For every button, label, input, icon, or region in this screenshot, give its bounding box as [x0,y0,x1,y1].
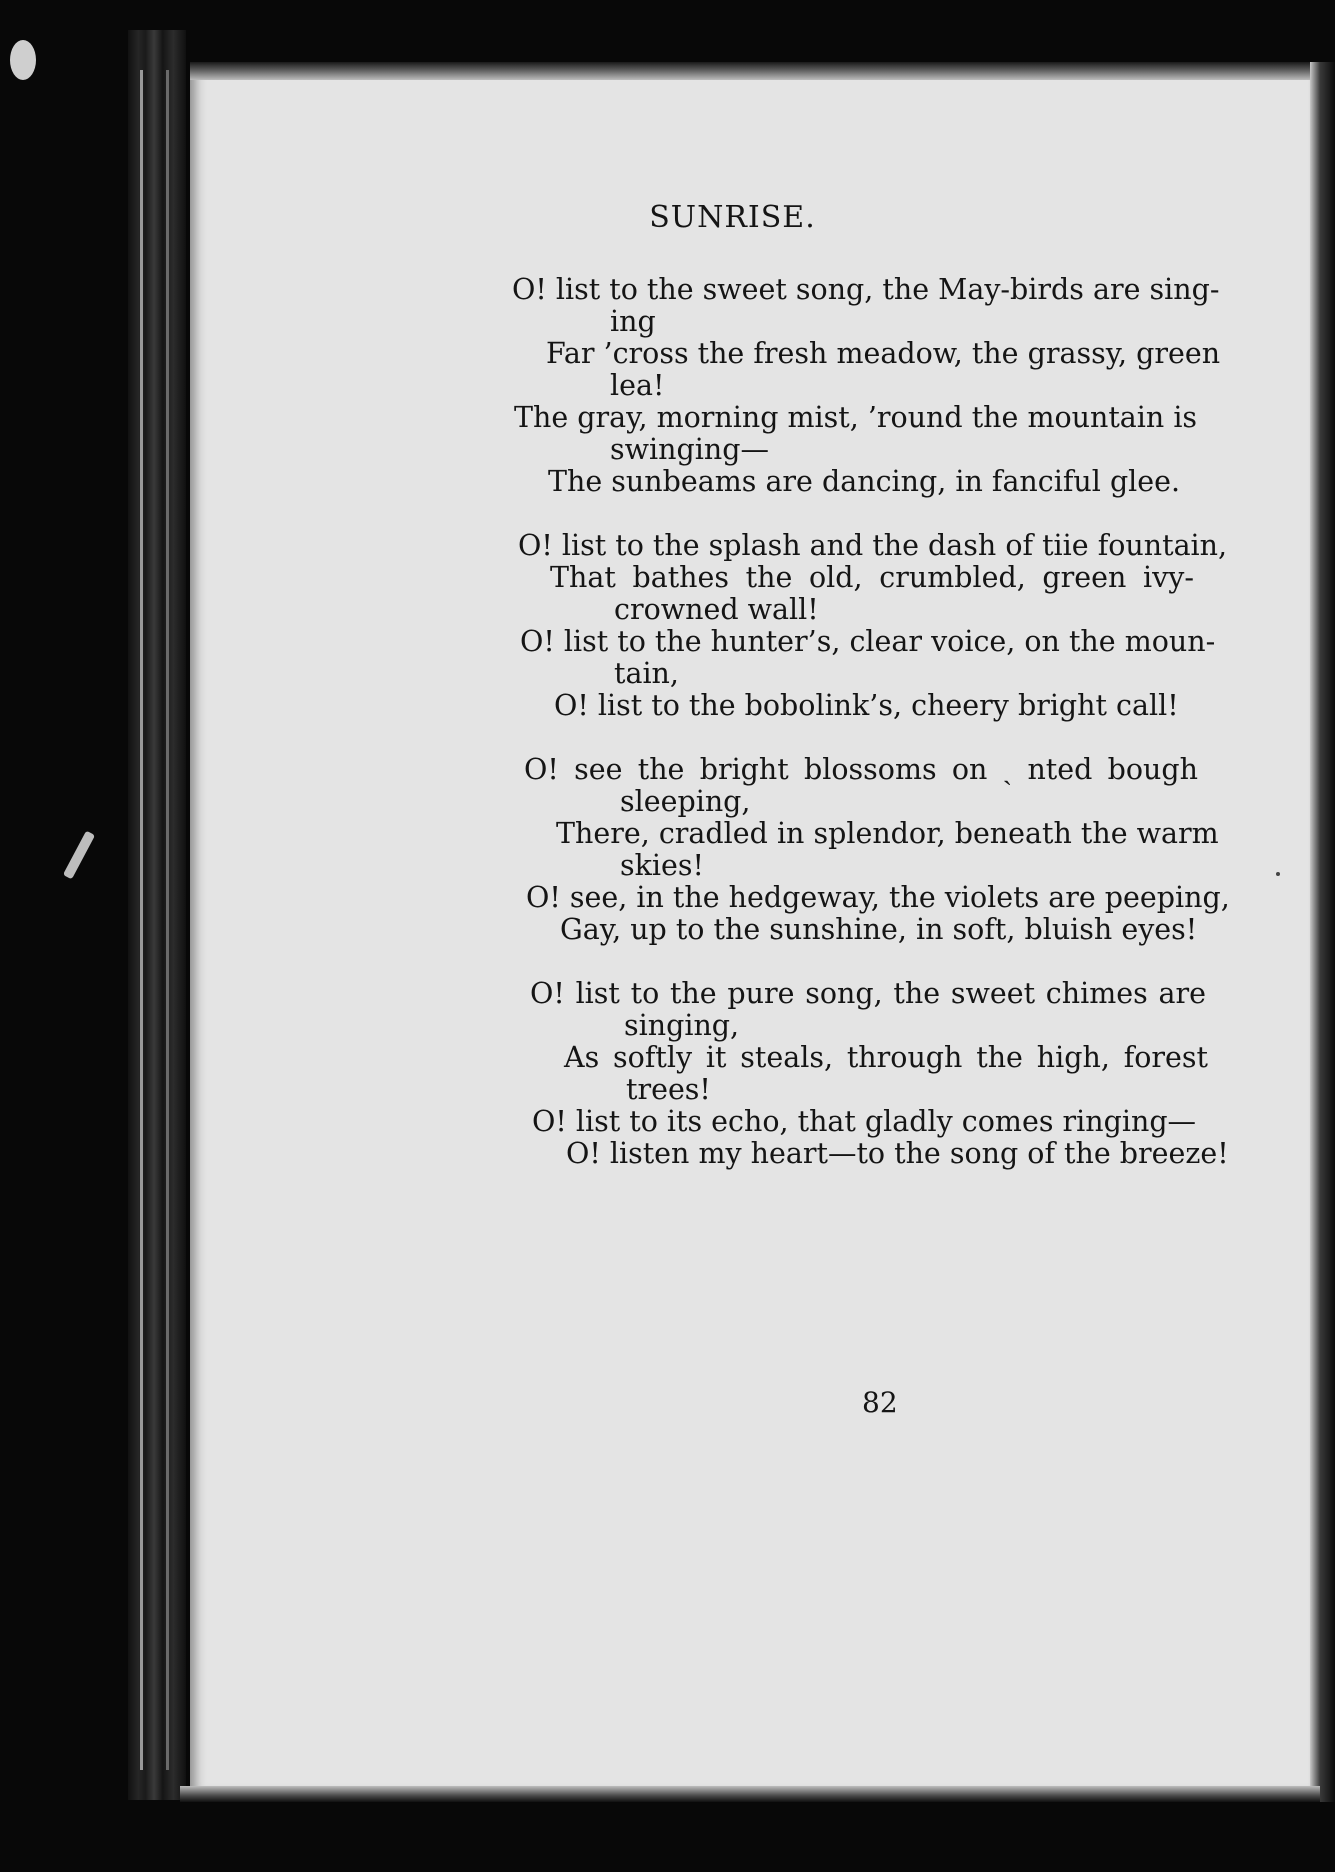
poem-line: skies! [620,849,704,882]
poem-line: As softly it steals, through the high, forest [564,1041,1208,1074]
poem-line: O! list to the pure song, the sweet chimes are [530,977,1206,1010]
poem-line: O! list to the hunter’s, clear voice, on the moun- [520,625,1216,658]
poem-line: O! list to its echo, that gladly comes ringing— [532,1105,1197,1138]
poem-line: There, cradled in splendor, beneath the warm [556,817,1219,850]
poem-line: O! listen my heart—to the song of the breeze! [566,1137,1229,1170]
poem-line: The gray, morning mist, ’round the mountain is [514,401,1198,434]
poem-line: O! see the bright blossoms on ˏ nted bough [524,753,1198,786]
poem-line: O! list to the bobolink’s, cheery bright call! [554,689,1179,722]
poem-title: SUNRISE. [649,200,816,235]
poem-line: lea! [610,369,665,402]
poem-line: singing, [624,1009,740,1042]
poem-line: trees! [626,1073,711,1106]
poem-line: O! see, in the hedgeway, the violets are peeping, [526,881,1230,914]
poem-line: ing [610,305,656,338]
poem-line: The sunbeams are dancing, in fanciful glee. [548,465,1181,498]
page-number: 82 [862,1386,898,1419]
poem-line: sleeping, [620,785,751,818]
poem-line: crowned wall! [614,593,819,626]
poem-line: Far ’cross the fresh meadow, the grassy, green [546,337,1221,370]
poem-line: Gay, up to the sunshine, in soft, bluish eyes! [560,913,1198,946]
poem-line: That bathes the old, crumbled, green ivy- [550,561,1194,594]
poem-line: O! list to the sweet song, the May-birds are sing- [512,273,1220,306]
poem-line: tain, [614,657,679,690]
poem-line: swinging— [610,433,769,466]
poem-line: O! list to the splash and the dash of tiie fountain, [518,529,1228,562]
